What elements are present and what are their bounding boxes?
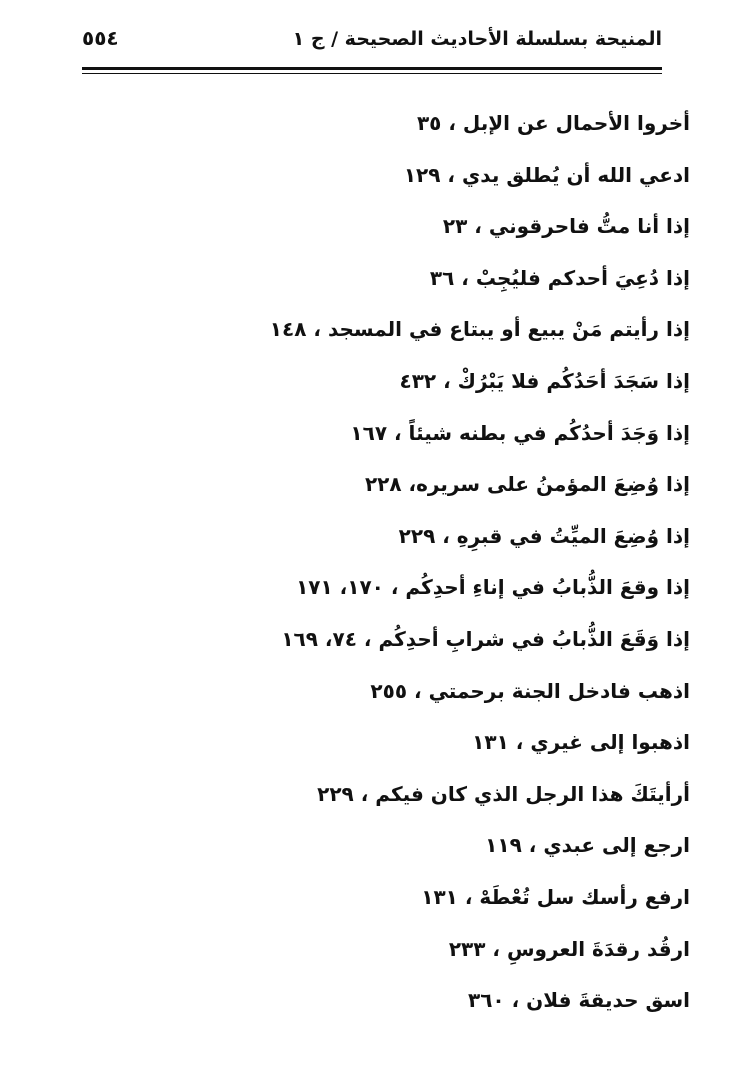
index-entry: ارقُد رقدَةَ العروسِ ، ٢٣٣: [448, 936, 690, 961]
index-entry: إذا وقعَ الذُّبابُ في إناءِ أحدِكُم ، ١٧٠، ١٧١: [296, 575, 690, 600]
index-entry: إذا أنا متُّ فاحرقوني ، ٢٣: [442, 214, 690, 239]
index-entry: إذا دُعِيَ أحدكم فليُجِبْ ، ٣٦: [429, 265, 690, 290]
index-entry: إذا وَقَعَ الذُّبابُ في شرابِ أحدِكُم ، ٧٤، ١٦٩: [281, 626, 690, 651]
page-header: [82, 24, 662, 60]
index-entry: إذا وَجَدَ أحدُكُم في بطنه شيئاً ، ١٦٧: [350, 420, 690, 445]
index-entry: إذا سَجَدَ أحَدُكُم فلا يَبْرُكْ ، ٤٣٢: [399, 368, 690, 393]
index-entry: أخروا الأحمال عن الإبل ، ٣٥: [416, 111, 690, 135]
index-entry: إذا وُضِعَ الميِّتُ في قبرِهِ ، ٢٢٩: [398, 523, 690, 548]
index-entry: ارجع إلى عبدي ، ١١٩: [485, 833, 690, 858]
index-entry: اذهب فادخل الجنة برحمتي ، ٢٥٥: [370, 678, 690, 703]
index-entry: أرأيتَكَ هذا الرجل الذي كان فيكم ، ٢٢٩: [317, 781, 690, 806]
index-entry: ادعي الله أن يُطلق يدي ، ١٢٩: [403, 162, 690, 187]
index-entry: ارفع رأسك سل تُعْطَهْ ، ١٣١: [421, 884, 690, 909]
header-rule-thick: [82, 67, 662, 70]
index-entry: اذهبوا إلى غيري ، ١٣١: [472, 730, 690, 755]
page-number: ٥٥٤: [82, 26, 119, 50]
running-title: المنيحة بسلسلة الأحاديث الصحيحة / ج ١: [292, 28, 662, 50]
index-entry: إذا رأيتم مَنْ يبيع أو يبتاع في المسجد ، ١٤٨: [269, 317, 690, 342]
index-entry: إذا وُضِعَ المؤمنُ على سريره، ٢٢٨: [364, 472, 690, 497]
hadith-index-list: [90, 103, 690, 1032]
header-rule-thin: [82, 73, 662, 74]
index-entry: اسق حديقةَ فلان ، ٣٦٠: [468, 988, 690, 1013]
